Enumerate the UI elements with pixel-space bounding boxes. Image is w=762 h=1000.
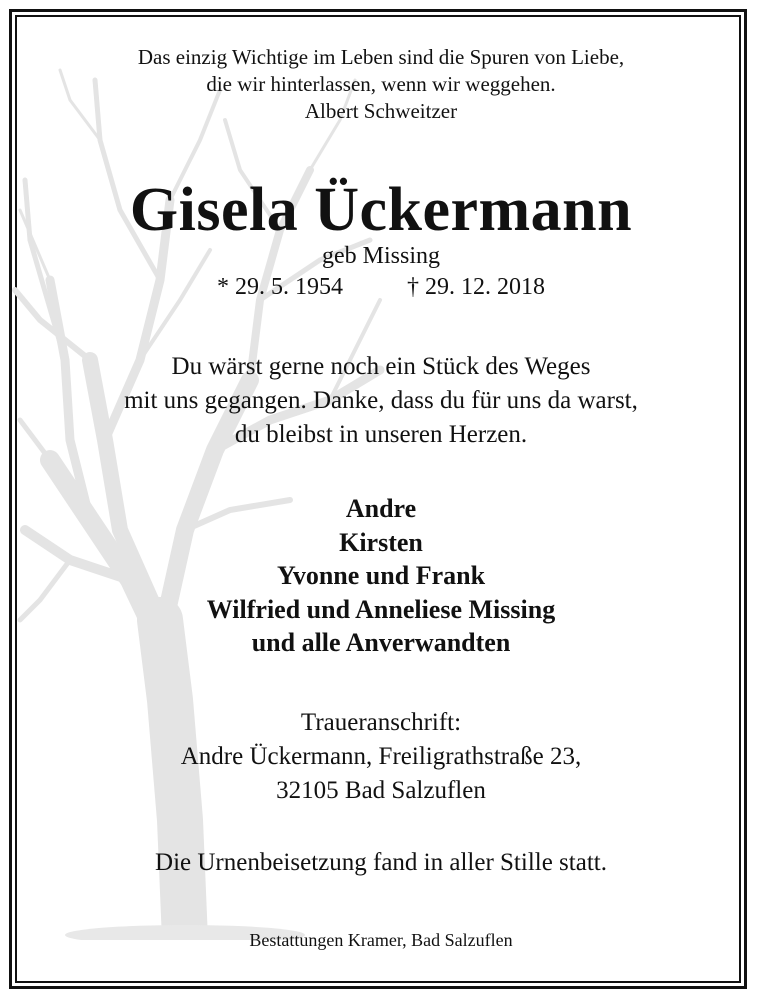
verse-line: mit uns gegangen. Danke, dass du für uns da warst,: [124, 387, 638, 414]
quote-line: Das einzig Wichtige im Leben sind die Spuren von Liebe,: [137, 45, 625, 69]
life-dates: [0, 271, 762, 303]
address-line: 32105 Bad Salzuflen: [276, 777, 486, 804]
mourner: und alle Anverwandten: [251, 628, 511, 657]
death-date: † 29. 12. 2018: [407, 274, 545, 300]
mourner: Andre: [345, 494, 417, 523]
undertaker-credit: Bestattungen Kramer, Bad Salzuflen: [249, 930, 513, 950]
mourners-list: [0, 492, 762, 660]
quote-author: Albert Schweitzer: [304, 99, 458, 123]
verse-block: [0, 350, 762, 452]
address-line: Andre Ückermann, Freiligrathstraße 23,: [180, 743, 582, 770]
mourner: Yvonne und Frank: [276, 561, 486, 590]
mourning-address: [0, 706, 762, 808]
mourner: Kirsten: [339, 527, 423, 557]
quote-line: die wir hinterlassen, wenn wir weggehen.: [206, 72, 556, 96]
verse-line: du bleibst in unseren Herzen.: [234, 421, 528, 448]
burial-notice: Die Urnenbeisetzung fand in aller Stille statt.: [155, 849, 607, 876]
deceased-name: Gisela Ückermann: [129, 176, 633, 244]
birth-date: * 29. 5. 1954: [217, 274, 343, 300]
birth-name: geb Missing: [321, 243, 440, 269]
quote-block: [0, 44, 762, 125]
mourner: Wilfried und Anneliese Missing: [206, 594, 556, 624]
address-label: Traueranschrift:: [300, 709, 462, 736]
verse-line: Du wärst gerne noch ein Stück des Weges: [171, 353, 591, 380]
